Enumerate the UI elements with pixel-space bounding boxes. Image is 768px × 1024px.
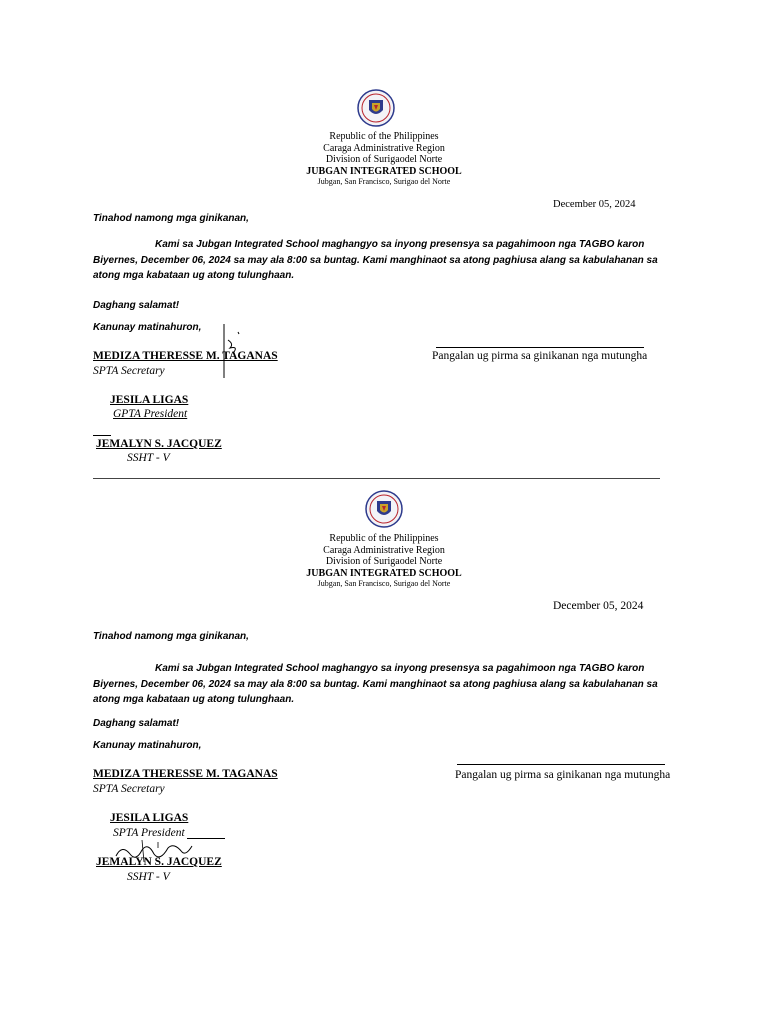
cut-line-divider bbox=[93, 478, 660, 479]
parent-signature-label: Pangalan ug pirma sa ginikanan nga mutungha bbox=[432, 350, 648, 362]
signatory-head-name: JEMALYN S. JACQUEZ bbox=[96, 856, 222, 868]
salutation: Tinahod namong mga ginikanan, bbox=[93, 213, 249, 224]
republic-line: Republic of the Philippines bbox=[329, 131, 439, 142]
signatory-president-name: JESILA LIGAS bbox=[110, 394, 189, 406]
letter-body-text: Kami sa Jubgan Integrated School maghangyo sa inyong presensya sa pagahimoon nga TAGBO karon Biyernes, December 06, 2024 sa may ala 8:00 sa buntag. Kami manghinaot sa atong paghiusa alang sa kabulahanan sa atong mga kabataan ug atong tulunghaan. bbox=[93, 239, 658, 281]
signatory-president-name: JESILA LIGAS bbox=[110, 812, 189, 824]
letterhead bbox=[234, 131, 534, 187]
school-name: JUBGAN INTEGRATED SCHOOL bbox=[306, 165, 462, 177]
thanks-line: Daghang salamat! bbox=[93, 718, 180, 729]
region-line: Caraga Administrative Region bbox=[323, 544, 445, 556]
signatory-president-role: GPTA President bbox=[113, 408, 188, 420]
signatory-head-role: SSHT - V bbox=[127, 871, 170, 883]
signatory-secretary-role: SPTA Secretary bbox=[93, 365, 165, 377]
signatory-head-role: SSHT - V bbox=[127, 452, 170, 464]
signatory-secretary-role: SPTA Secretary bbox=[93, 783, 165, 795]
signatory-secretary-name: MEDIZA THERESSE M. TAGANAS bbox=[93, 768, 278, 780]
signatory-president-role: SPTA President bbox=[113, 827, 185, 839]
letterhead bbox=[234, 533, 534, 589]
parent-signature-label: Pangalan ug pirma sa ginikanan nga mutungha bbox=[455, 769, 671, 781]
parent-signature-line bbox=[436, 347, 644, 348]
school-name: JUBGAN INTEGRATED SCHOOL bbox=[306, 567, 462, 579]
letter-body bbox=[93, 661, 673, 708]
signatory-secretary-name: MEDIZA THERESSE M. TAGANAS bbox=[93, 350, 278, 362]
signature-line bbox=[93, 435, 111, 436]
deped-seal-icon bbox=[352, 88, 400, 128]
division-line: Division of Surigaodel Norte bbox=[325, 154, 443, 165]
parent-signature-line bbox=[457, 764, 665, 765]
letter-date: December 05, 2024 bbox=[553, 600, 644, 612]
school-address: Jubgan, San Francisco, Surigao del Norte bbox=[317, 579, 451, 588]
deped-seal-icon bbox=[360, 489, 408, 529]
closing-line: Kanunay matinahuron, bbox=[93, 322, 202, 333]
region-line: Caraga Administrative Region bbox=[323, 142, 445, 154]
letter-body-text: Kami sa Jubgan Integrated School maghangyo sa inyong presensya sa pagahimoon nga TAGBO karon Biyernes, December 06, 2024 sa may ala 8:00 sa buntag. Kami manghinaot sa atong paghiusa alang sa kabulahanan sa atong mga kabataan ug atong tulunghaan. bbox=[93, 663, 658, 705]
letter-body bbox=[93, 237, 673, 284]
thanks-line: Daghang salamat! bbox=[93, 300, 180, 311]
salutation: Tinahod namong mga ginikanan, bbox=[93, 631, 249, 642]
signatory-head-name: JEMALYN S. JACQUEZ bbox=[96, 438, 222, 450]
school-address: Jubgan, San Francisco, Surigao del Norte bbox=[317, 177, 451, 186]
letter-date: December 05, 2024 bbox=[553, 199, 636, 210]
republic-line: Republic of the Philippines bbox=[329, 533, 439, 544]
division-line: Division of Surigaodel Norte bbox=[325, 556, 443, 567]
closing-line: Kanunay matinahuron, bbox=[93, 740, 202, 751]
